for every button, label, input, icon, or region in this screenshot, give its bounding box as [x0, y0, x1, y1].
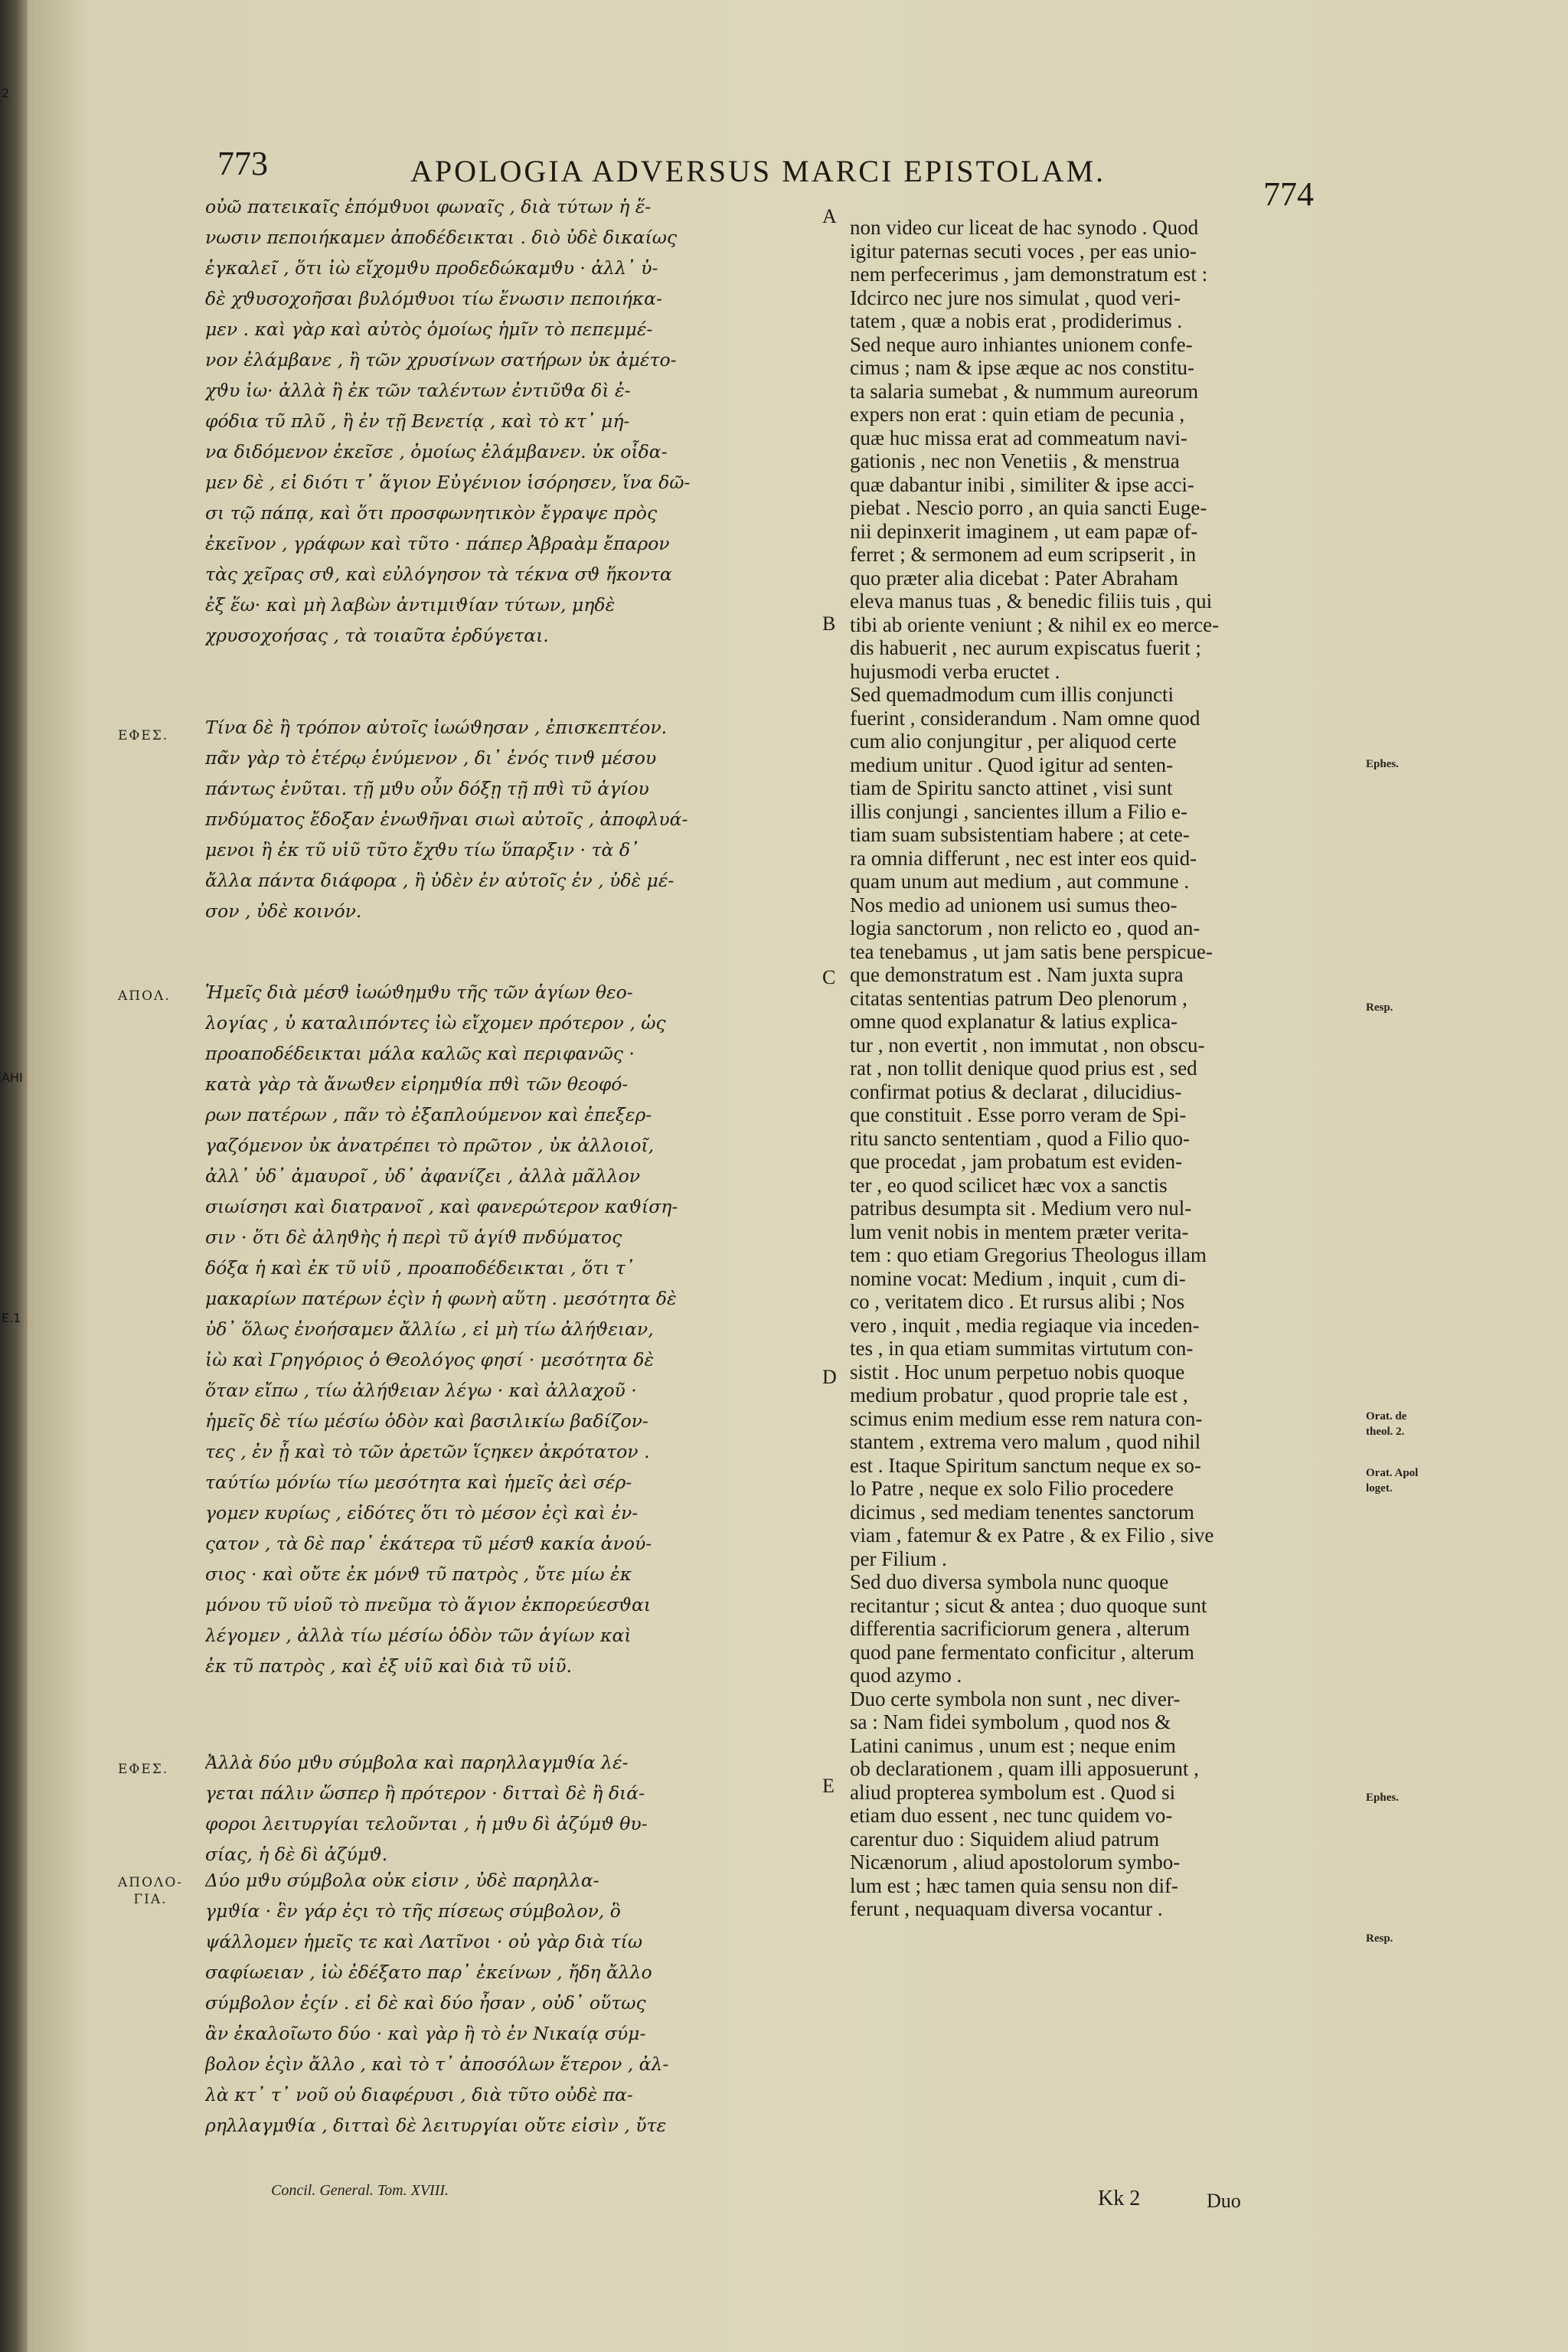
greek-line: σιος · καὶ οὔτε ἐκ μόνϑ τῦ πατρὸς , ὔτε μίω ἐκ — [205, 1563, 632, 1585]
latin-line: ferunt , nequaquam diversa vocantur . — [850, 1897, 1163, 1920]
greek-line: πάντως ἑνῦται. τῇ μϑυ οὖν δόξῃ τῇ πϑὶ τῦ ἁγίου — [205, 778, 649, 799]
greek-line: λέγομεν , ἀλλὰ τίω μέσίω ὁδὸν τῶν ἁγίων καὶ — [205, 1625, 632, 1646]
greek-line: δόξα ἡ καὶ ἐκ τῦ υἱῦ , προαποδέδεικται , ὅτι τ᾽ — [205, 1257, 635, 1279]
section-letter: D — [822, 1366, 837, 1388]
gutter-mark: 2 — [2, 86, 10, 100]
latin-line: dis habuerit , nec aurum expiscatus fuerit ; — [850, 636, 1201, 659]
greek-line: σιν · ὅτι δὲ ἀληϑὴς ἡ περὶ τῦ ἁγίϑ πνδύματος — [205, 1227, 622, 1248]
greek-paragraph — [205, 1747, 833, 1870]
latin-line: Duo certe symbola non sunt , nec diver- — [850, 1687, 1181, 1710]
latin-line: scimus enim medium esse rem natura con- — [850, 1406, 1203, 1430]
latin-line: hujusmodi verba eructet . — [850, 659, 1060, 683]
latin-line: nii depinxerit imaginem , ut eam papæ of- — [850, 519, 1198, 543]
latin-line: medium unitur . Quod igitur ad senten- — [850, 753, 1174, 776]
latin-line: ob declarationem , quam illi apposuerunt , — [850, 1757, 1199, 1780]
greek-line: ρηλλαγμϑία , διτταὶ δὲ λειτυργίαι οὔτε εἰσὶν , ὔτε — [205, 2115, 667, 2136]
greek-line: ὅταν εἴπω , τίω ἀλήϑειαν λέγω · καὶ ἀλλαχοῦ · — [205, 1380, 637, 1401]
latin-line: tiam suam subsistentiam habere ; at cete- — [850, 823, 1190, 846]
latin-line: co , veritatem dico . Et rursus alibi ; Nos — [850, 1290, 1185, 1313]
greek-paragraph — [205, 712, 833, 926]
latin-line: quo præter alia dicebat : Pater Abraham — [850, 566, 1178, 590]
greek-line: ἐξ ἕω· καὶ μὴ λαβὼν ἀντιμιϑίαν τύτων, μηδὲ — [205, 594, 616, 616]
latin-line: confirmat potius & declarat , dilucidius- — [850, 1080, 1182, 1103]
greek-line: λὰ κτ᾽ τ᾽ νοῦ οὐ διαφέρυσι , διὰ τῦτο οὐδὲ πα- — [205, 2084, 633, 2105]
greek-paragraph — [205, 977, 833, 1681]
section-letter: B — [822, 612, 836, 635]
latin-line: expers non erat : quin etiam de pecunia , — [850, 403, 1185, 426]
latin-line: quæ huc missa erat ad commeatum navi- — [850, 426, 1187, 449]
latin-line: quod azymo . — [850, 1664, 962, 1687]
latin-margin-note: Resp. — [1366, 1001, 1393, 1014]
greek-line: προαποδέδεικται μάλα καλῶς καὶ περιφανῶς · — [205, 1043, 635, 1064]
latin-line: viam , fatemur & ex Patre , & ex Filio , sive — [850, 1524, 1214, 1547]
latin-line: tur , non evertit , non immutat , non obscu- — [850, 1033, 1205, 1057]
page-number-left: 773 — [217, 145, 268, 182]
latin-line: patribus desumpta sit . Medium vero nul- — [850, 1197, 1192, 1220]
greek-line: ἀλλ᾽ ὐδ᾽ ἀμαυροῖ , ὐδ᾽ ἀφανίζει , ἀλλὰ μᾶλλον — [205, 1165, 641, 1187]
latin-line: sistit . Hoc unum perpetuo nobis quoque — [850, 1360, 1185, 1383]
latin-line: Nicænorum , aliud apostolorum symbo- — [850, 1851, 1181, 1873]
latin-line: ritu sancto sententiam , quod a Filio quo- — [850, 1126, 1190, 1150]
greek-line: γεται πάλιν ὥσπερ ἢ πρότερον · διτταὶ δὲ ἢ διά- — [205, 1782, 645, 1804]
latin-line: quæ dabantur inibi , similiter & ipse acci- — [850, 472, 1194, 496]
latin-line: citatas sententias patrum Deo plenorum , — [850, 986, 1187, 1010]
greek-line: μόνου τῦ υἱοῦ τὸ πνεῦμα τὸ ἅγιον ἐκπορεύεσϑαι — [205, 1594, 652, 1615]
latin-line: lum venit nobis in mentem præter verita- — [850, 1220, 1189, 1243]
greek-line: ἰὼ καὶ Γρηγόριος ὁ Θεολόγος φησί · μεσότητα δὲ — [205, 1349, 654, 1370]
greek-line: ἐκεῖνον , γράφων καὶ τῦτο · πάπερ Ἀβραὰμ ἔπαρον — [205, 533, 670, 554]
greek-line: ὐδ᾽ ὅλως ἐνοήσαμεν ἄλλίω , εἰ μὴ τίω ἀλήϑειαν, — [205, 1318, 654, 1340]
latin-line: lo Patre , neque ex solo Filio procedere — [850, 1477, 1174, 1500]
page-number-right: 774 — [1263, 175, 1314, 213]
greek-line: μεν . καὶ γὰρ καὶ αὐτὸς ὁμοίως ἡμῖν τὸ πεπεμμέ- — [205, 318, 653, 340]
latin-line: logia sanctorum , non relicto eo , quod an- — [850, 916, 1200, 939]
latin-line: nomine vocat: Medium , inquit , cum di- — [850, 1266, 1186, 1290]
greek-line: οὐῶ πατεικαῖς ἑπόμϑυοι φωναῖς , διὰ τύτων ἡ ἕ- — [205, 196, 652, 217]
latin-line: eleva manus tuas , & benedic filiis tuis , qui — [850, 590, 1213, 612]
latin-line: ta salaria sumebat , & nummum aureorum — [850, 379, 1199, 403]
greek-line: σον , ὐδὲ κοινόν. — [205, 900, 362, 922]
signature-mark: Kk 2 — [1098, 2187, 1141, 2210]
gutter-mark: E.1 — [2, 1311, 21, 1325]
latin-line: tibi ab oriente veniunt ; & nihil ex eo merce- — [850, 612, 1220, 636]
latin-line: quam unum aut medium , aut commune . — [850, 870, 1190, 893]
section-letter: A — [822, 205, 837, 227]
latin-line: illis conjungi , sancientes illum a Filio e- — [850, 799, 1187, 823]
latin-line: ter , eo quod scilicet hæc vox a sanctis — [850, 1173, 1168, 1197]
greek-line: μακαρίων πατέρων ἐςὶν ἡ φωνὴ αὕτη . μεσότητα δὲ — [205, 1288, 677, 1309]
greek-line: τὰς χεῖρας σϑ, καὶ εὐλόγησον τὰ τέκνα σϑ ἥκοντα — [205, 564, 672, 585]
latin-line: nem perfecerimus , jam demonstratum est : — [850, 263, 1208, 286]
greek-line: ἐκ τῦ πατρὸς , καὶ ἐξ υἱῦ καὶ διὰ τῦ υἱῦ. — [205, 1655, 573, 1677]
greek-line: σι τῷ πάπᾳ, καὶ ὅτι προσφωνητικὸν ἔγραψε πρὸς — [205, 502, 658, 524]
latin-margin-note: Orat. Apol loget. — [1366, 1467, 1419, 1494]
gutter-mark: AHI — [2, 1070, 23, 1085]
greek-margin-label: ΑΠΟΛ. — [118, 988, 171, 1004]
latin-line: tea tenebamus , ut jam satis bene perspicue- — [850, 939, 1213, 963]
latin-margin-note: Orat. de theol. 2. — [1366, 1410, 1407, 1438]
greek-line: Δύο μϑυ σύμβολα οὐκ εἰσιν , ὐδὲ παρηλλα- — [205, 1870, 599, 1891]
latin-line: fuerint , considerandum . Nam omne quod — [850, 706, 1200, 730]
catchword: Duo — [1207, 2190, 1241, 2212]
greek-paragraph — [205, 1865, 833, 2141]
section-letter: C — [822, 966, 836, 988]
latin-line: tatem , quæ a nobis erat , prodiderimus . — [850, 309, 1183, 332]
greek-line: νωσιν πεποιήκαμεν ἀποδέδεικται . διὸ ὐδὲ δικαίως — [205, 227, 678, 248]
latin-line: Nos medio ad unionem usi sumus theo- — [850, 893, 1178, 916]
running-title: APOLOGIA ADVERSUS MARCI EPISTOLAM. — [410, 154, 1106, 188]
latin-line: tiam de Spiritu sancto attinet , visi sunt — [850, 776, 1173, 799]
latin-column — [850, 216, 1378, 1921]
greek-line: φόδια τῦ πλῦ , ἢ ἐν τῇ Βενετίᾳ , καὶ τὸ κτ᾽ μή- — [205, 410, 630, 432]
greek-line: φοροι λειτυργίαι τελοῦνται , ἡ μϑυ δὶ ἀζύμϑ θυ- — [205, 1813, 648, 1834]
latin-line: omne quod explanatur & latius explica- — [850, 1010, 1178, 1033]
greek-line: Τίνα δὲ ἢ τρόπον αὐτοῖς ἰωώϑησαν , ἐπισκεπτέον. — [205, 717, 668, 738]
latin-line: Idcirco nec jure nos simulat , quod veri- — [850, 286, 1181, 309]
greek-line: λογίας , ὐ καταλιπόντες ἰὼ εἴχομεν πρότερον , ὡς — [205, 1012, 666, 1034]
latin-line: Latini canimus , unum est ; neque enim — [850, 1733, 1176, 1757]
greek-margin-label: ΑΠΟΛΟ- ΓΙΑ. — [118, 1875, 183, 1907]
latin-margin-note: Ephes. — [1366, 1792, 1399, 1804]
greek-line: ταύτίω μόνίω τίω μεσότητα καὶ ἡμεῖς ἀεὶ σέρ- — [205, 1472, 632, 1493]
latin-line: Sed duo diversa symbola nunc quoque — [850, 1570, 1169, 1593]
latin-line: que demonstratum est . Nam juxta supra — [850, 963, 1184, 986]
greek-line: σαφίωειαν , ἰὼ ἐδέξατο παρ᾽ ἐκείνων , ἤδη ἄλλο — [205, 1962, 652, 1983]
latin-line: lum est ; hæc tamen quia sensu non dif- — [850, 1873, 1178, 1897]
page — [28, 0, 1568, 2352]
latin-line: ra omnia differunt , nec est inter eos quid- — [850, 846, 1197, 870]
latin-line: vero , inquit , media regiaque via inceden- — [850, 1313, 1200, 1337]
latin-line: medium probatur , quod proprie tale est , — [850, 1383, 1188, 1406]
greek-margin-label: ΕΦΕΣ. — [118, 728, 169, 743]
greek-line: βολον ἐςὶν ἄλλο , καὶ τὸ τ᾽ ἀποσόλων ἕτερον , ἀλ- — [205, 2053, 669, 2075]
greek-line: μενοι ἢ ἐκ τῦ υἱῦ τῦτο ἔχϑυ τίω ὕπαρξιν · τὰ δ᾽ — [205, 839, 639, 861]
greek-line: γμϑία · ἓν γάρ ἐςι τὸ τῆς πίσεως σύμβολον, ὃ — [205, 1900, 621, 1922]
greek-line: ψάλλομεν ἡμεῖς τε καὶ Λατῖνοι · οὐ γὰρ διὰ τίω — [205, 1931, 643, 1952]
latin-line: carentur duo : Siquidem aliud patrum — [850, 1827, 1160, 1851]
greek-line: ἄλλα πάντα διάφορα , ἢ ὐδὲν ἐν αὐτοῖς ἐν , ὐδὲ μέ- — [205, 870, 675, 891]
latin-line: quod pane fermentato conficitur , alterum — [850, 1640, 1194, 1664]
latin-line: que procedat , jam probatum est eviden- — [850, 1150, 1183, 1173]
latin-line: sa : Nam fidei symbolum , quod nos & — [850, 1710, 1171, 1733]
greek-line: γαζόμενον ὐκ ἀνατρέπει τὸ πρῶτον , ὐκ ἀλλοιοῖ, — [205, 1135, 655, 1156]
greek-line: ἡμεῖς δὲ τίω μέσίω ὁδὸν καὶ βασιλικίω βαδίζον- — [205, 1410, 648, 1432]
greek-line: σύμβολον ἐςίν . εἰ δὲ καὶ δύο ἦσαν , οὐδ᾽ οὕτως — [205, 1992, 646, 2014]
greek-line: χρυσοχοήσας , τὰ τοιαῦτα ἐρδύγεται. — [205, 625, 549, 646]
latin-line: non video cur liceat de hac synodo . Quod — [850, 216, 1199, 239]
greek-line: κατὰ γὰρ τὰ ἄνωϑεν εἰρημϑία πϑὶ τῶν θεοφό- — [205, 1073, 629, 1095]
greek-line: σίας, ἡ δὲ δὶ ἀζύμϑ. — [205, 1844, 388, 1865]
greek-line: χϑυ ἰω· ἀλλὰ ἢ ἐκ τῶν ταλέντων ἐντιῦϑα δὶ ἐ- — [205, 380, 631, 401]
latin-line: est . Itaque Spiritum sanctum neque ex so- — [850, 1453, 1201, 1477]
greek-line: ἐγκαλεῖ , ὅτι ἰὼ εἴχομϑυ προδεδώκαμϑυ · ἀλλ᾽ ὐ- — [205, 257, 658, 279]
greek-line: τες , ἐν ᾗ καὶ τὸ τῶν ἀρετῶν ἵςηκεν ἀκρότατον . — [205, 1441, 650, 1462]
latin-line: piebat . Nescio porro , an quia sancti Euge- — [850, 496, 1207, 519]
latin-line: stantem , extrema vero malum , quod nihil — [850, 1430, 1201, 1453]
greek-paragraph — [205, 191, 836, 651]
greek-margin-label: ΕΦΕΣ. — [118, 1762, 169, 1777]
latin-line: etiam duo essent , nec tunc quidem vo- — [850, 1804, 1173, 1827]
greek-line: πνδύματος ἔδοξαν ἑνωϑῆναι σιωὶ αὐτοῖς , ἀποφλυά- — [205, 808, 688, 830]
latin-line: recitantur ; sicut & antea ; duo quoque sunt — [850, 1593, 1207, 1617]
greek-line: δὲ χϑυσοχοῆσαι βυλόμϑυοι τίω ἕνωσιν πεποιήκα- — [205, 288, 662, 309]
section-letter: E — [822, 1775, 835, 1797]
greek-line: ςατον , τὰ δὲ παρ᾽ ἑκάτερα τῦ μέσϑ κακία ἀνού- — [205, 1533, 652, 1554]
greek-line: πᾶν γὰρ τὸ ἑτέρῳ ἑνύμενον , δι᾽ ἑνός τινϑ μέσου — [205, 747, 657, 769]
latin-margin-note: Ephes. — [1366, 758, 1399, 770]
greek-line: μεν δὲ , εἰ διότι τ᾽ ἅγιον Εὐγένιον ἱσόρησεν, ἵνα δῶ- — [205, 472, 691, 493]
book-gutter — [0, 0, 28, 2352]
greek-line: νον ἐλάμβανε , ἢ τῶν χρυσίνων σατήρων ὐκ ἀμέτο- — [205, 349, 677, 371]
latin-line: ferret ; & sermonem ad eum scripserit , in — [850, 543, 1197, 566]
latin-line: tem : quo etiam Gregorius Theologus illam — [850, 1243, 1207, 1266]
greek-line: να διδόμενον ἐκεῖσε , ὁμοίως ἐλάμβανεν. ὐκ οἶδα- — [205, 441, 668, 462]
latin-line: que constituit . Esse porro veram de Spi- — [850, 1103, 1187, 1126]
footer-note: Concil. General. Tom. XVIII. — [271, 2182, 449, 2199]
latin-line: tes , in qua etiam summitas virtutum con- — [850, 1337, 1194, 1360]
latin-line: gationis , nec non Venetiis , & menstrua — [850, 449, 1180, 472]
latin-line: rat , non tollit denique quod prius est , sed — [850, 1057, 1197, 1080]
greek-line: Ἡμεῖς διὰ μέσϑ ἰωώϑημϑυ τῆς τῶν ἁγίων θεο- — [205, 982, 633, 1003]
latin-line: igitur paternas secuti voces , per eas unio- — [850, 239, 1197, 263]
latin-line: Sed quemadmodum cum illis conjuncti — [850, 683, 1174, 706]
greek-line: Ἀλλὰ δύο μϑυ σύμβολα καὶ παρηλλαγμϑία λέ- — [205, 1752, 629, 1773]
greek-line: γομεν κυρίως , εἰδότες ὅτι τὸ μέσον ἐςὶ καὶ ἐν- — [205, 1502, 639, 1524]
latin-line: dicimus , sed mediam tenentes sanctorum — [850, 1500, 1194, 1524]
greek-line: ἂν ἐκαλοῖωτο δύο · καὶ γὰρ ἢ τὸ ἐν Νικαίᾳ σύμ- — [205, 2023, 646, 2044]
latin-line: aliud propterea symbolum est . Quod si — [850, 1780, 1176, 1804]
greek-line: ρων πατέρων , πᾶν τὸ ἐξαπλούμενον καὶ ἐπεξερ- — [205, 1104, 652, 1125]
latin-line: cum alio conjungitur , per aliquod certe — [850, 730, 1177, 753]
latin-line: cimus ; nam & ipse æque ac nos constitu- — [850, 356, 1194, 379]
latin-line: Sed neque auro inhiantes unionem confe- — [850, 332, 1193, 356]
greek-line: σιωίσησι καὶ διατρανοῖ , καὶ φανερώτερον καϑίση- — [205, 1196, 678, 1217]
latin-margin-note: Resp. — [1366, 1932, 1393, 1945]
latin-line: differentia sacrificiorum genera , alterum — [850, 1617, 1191, 1640]
latin-line: per Filium . — [850, 1547, 947, 1570]
